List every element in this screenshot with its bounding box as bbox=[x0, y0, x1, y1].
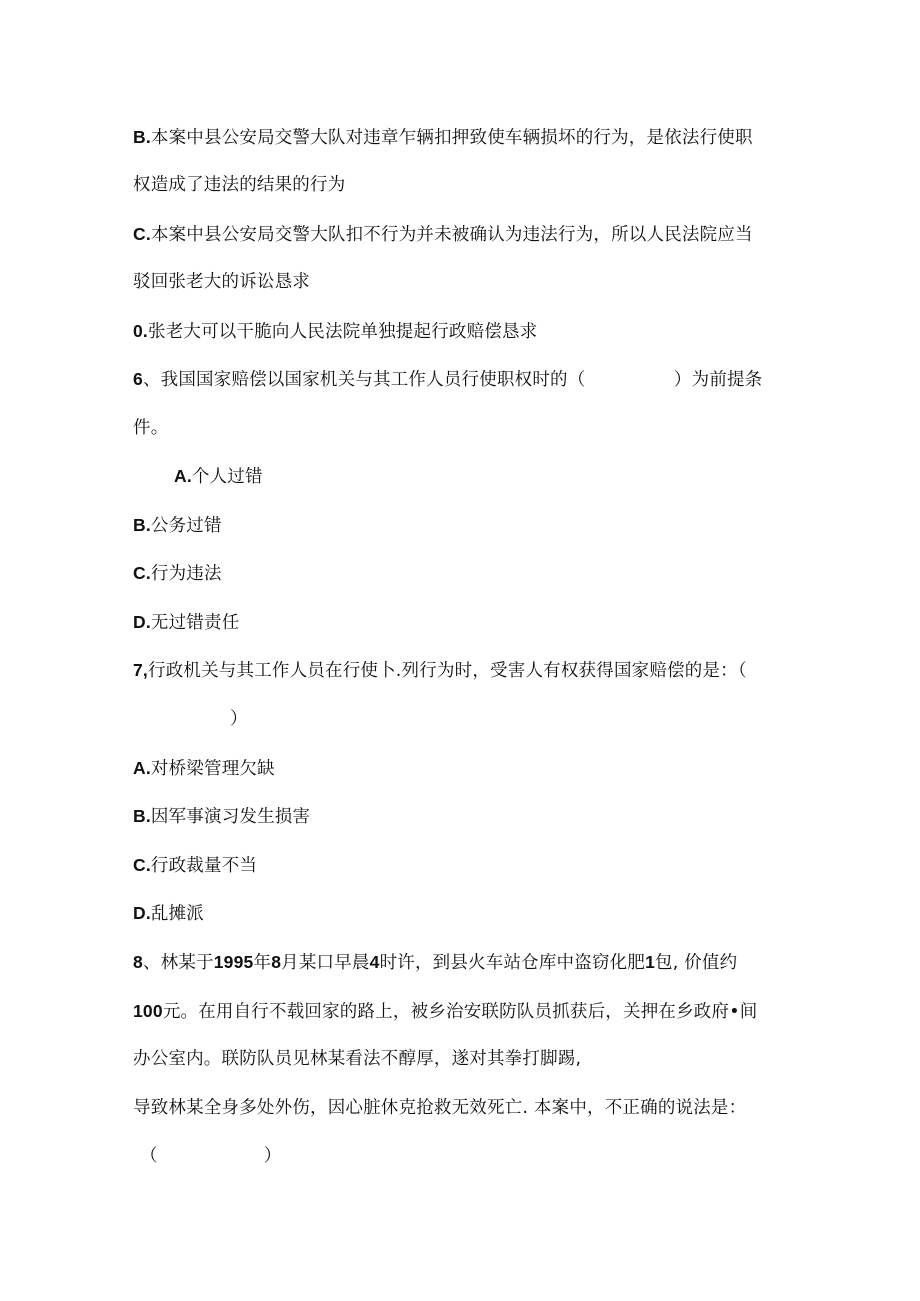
question-number: 8 bbox=[133, 952, 143, 972]
option-text: 张老大可以干脆向人民法院单独提起行政赔偿恳求 bbox=[148, 322, 538, 342]
q5-option-d bbox=[133, 319, 537, 344]
option-text: 对桥梁管理欠缺 bbox=[150, 759, 275, 779]
question-7-line-2 bbox=[230, 707, 248, 731]
question-text: 、我国国家赔偿以国家机关与其工作人员行使职权时的（ ）为前提条 bbox=[142, 370, 763, 390]
option-text: 本案中县公安局交警大队扣不行为并未被确认为违法行为，所以人民法院应当 bbox=[150, 225, 753, 245]
option-text: 公务过错 bbox=[150, 516, 222, 536]
q6-option-d bbox=[133, 610, 239, 635]
year-value: 1995 bbox=[213, 952, 254, 972]
q5-option-c-line-1 bbox=[133, 222, 753, 247]
question-8-answer-blank bbox=[140, 1144, 282, 1168]
question-number: 6 bbox=[133, 369, 143, 389]
option-label: C. bbox=[133, 224, 151, 244]
option-text: 无过错责任 bbox=[150, 613, 240, 633]
option-text: 行政裁量不当 bbox=[150, 856, 258, 876]
q7-option-a bbox=[133, 756, 275, 781]
q6-option-a bbox=[174, 464, 263, 489]
q6-option-c bbox=[133, 561, 222, 586]
option-label: A. bbox=[174, 466, 192, 486]
question-8-line-3 bbox=[133, 1047, 581, 1071]
question-text: 行政机关与其工作人员在行使卜.列行为时，受害人有权获得国家赔偿的是：（ bbox=[148, 661, 747, 681]
option-label: D. bbox=[133, 612, 151, 632]
question-number: 7, bbox=[133, 660, 148, 680]
hour-value: 4 bbox=[369, 952, 380, 972]
question-text: 件。 bbox=[133, 418, 169, 438]
question-8-line-1 bbox=[133, 950, 737, 975]
question-8-line-2 bbox=[133, 999, 757, 1024]
option-text: 个人过错 bbox=[191, 467, 263, 487]
option-text: 权造成了违法的结果的行为 bbox=[133, 175, 346, 195]
answer-blank: （ ） bbox=[140, 1146, 282, 1166]
option-text: 因军事演习发生损害 bbox=[150, 807, 311, 827]
option-label: D. bbox=[133, 903, 151, 923]
option-label: C. bbox=[133, 563, 151, 583]
question-8-line-4 bbox=[133, 1096, 746, 1120]
option-text: 驳回张老大的诉讼恳求 bbox=[133, 272, 310, 292]
question-text: 时许，到县火车站仓库中盗窃化肥 bbox=[379, 953, 646, 973]
amount-value: 100 bbox=[133, 1001, 163, 1021]
option-text: 本案中县公安局交警大队对违章乍辆扣押致使车辆损坏的行为，是依法行使职 bbox=[150, 128, 753, 148]
option-label: A. bbox=[133, 758, 151, 778]
q7-option-c bbox=[133, 853, 257, 878]
q7-option-d bbox=[133, 901, 204, 926]
question-text: 包, 价值约 bbox=[655, 953, 738, 973]
question-text: 、林某于 bbox=[142, 953, 214, 973]
question-text: 导致林某全身多处外伤，因心脏休克抢救无效死亡. 本案中，不正确的说法是： bbox=[133, 1098, 747, 1118]
question-7-line-1 bbox=[133, 658, 747, 683]
option-text: 行为违法 bbox=[150, 564, 222, 584]
option-label: 0. bbox=[133, 321, 148, 341]
q5-option-b-line-1 bbox=[133, 125, 753, 150]
option-text: 乱摊派 bbox=[150, 904, 205, 924]
option-label: C. bbox=[133, 855, 151, 875]
q5-option-c-line-2 bbox=[133, 270, 310, 294]
question-text: 月某口早晨 bbox=[281, 953, 370, 973]
option-label: B. bbox=[133, 806, 151, 826]
question-6-line-1 bbox=[133, 367, 762, 392]
question-text: ） bbox=[230, 709, 248, 729]
q6-option-b bbox=[133, 513, 222, 538]
q7-option-b bbox=[133, 804, 310, 829]
question-text: 元。在用自行不载回家的路上，被乡治安联防队员抓获后，关押在乡政府•间 bbox=[162, 1002, 758, 1022]
month-value: 8 bbox=[271, 952, 282, 972]
quantity-value: 1 bbox=[645, 952, 655, 972]
question-text: 年 bbox=[253, 953, 272, 973]
option-label: B. bbox=[133, 127, 151, 147]
question-text: 办公室内。联防队员见林某看法不醇厚，遂对其拳打脚踢, bbox=[133, 1049, 582, 1069]
question-6-line-2 bbox=[133, 416, 168, 440]
option-label: B. bbox=[133, 515, 151, 535]
q5-option-b-line-2 bbox=[133, 173, 345, 197]
